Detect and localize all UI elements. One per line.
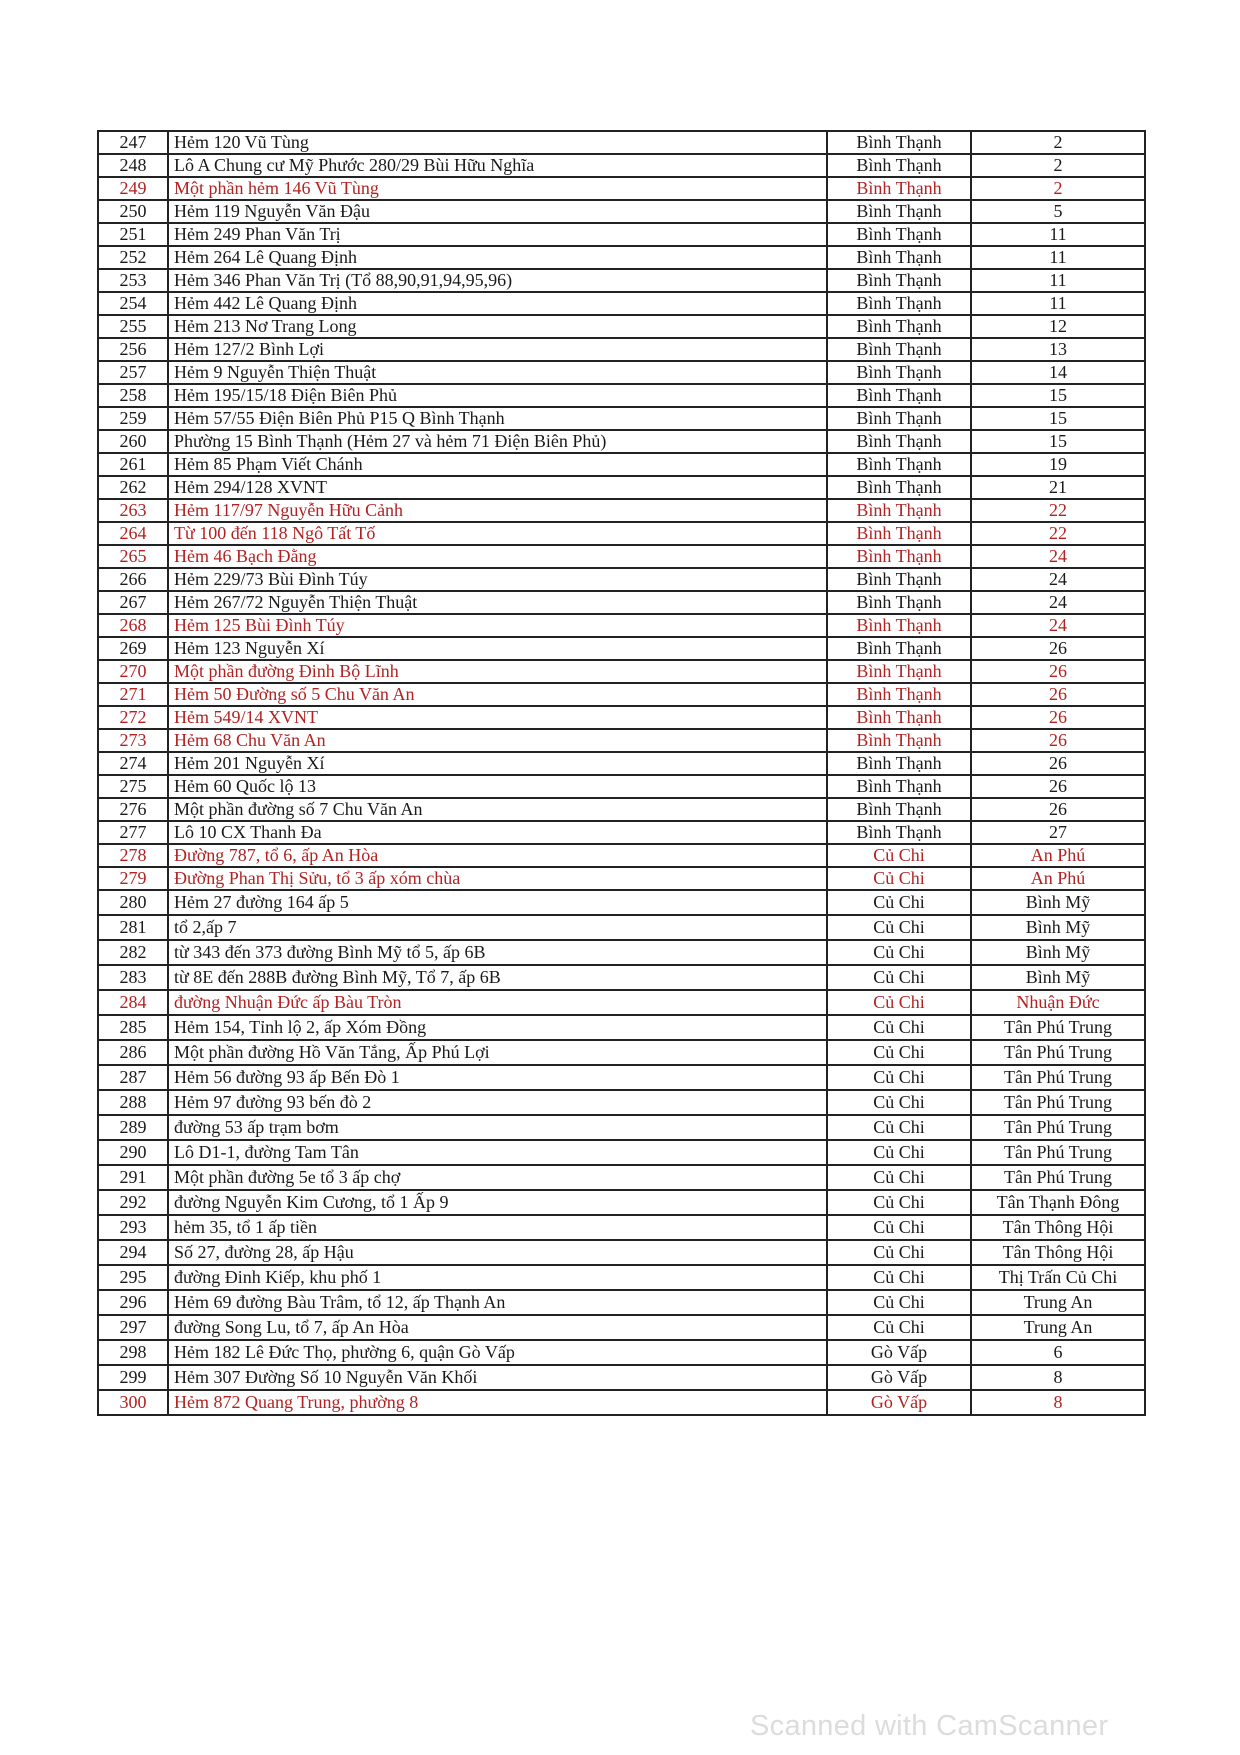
table-row [98,614,1145,637]
row-number-cell: 300 [98,1390,168,1415]
table-row [98,1090,1145,1115]
district-cell: Củ Chi [827,1040,971,1065]
table-row [98,729,1145,752]
address-cell: Hẻm 9 Nguyễn Thiện Thuật [168,361,827,384]
row-number-cell: 287 [98,1065,168,1090]
address-cell: Hẻm 69 đường Bàu Trâm, tổ 12, ấp Thạnh An [168,1290,827,1315]
table-row [98,338,1145,361]
district-cell: Củ Chi [827,844,971,867]
district-cell: Bình Thạnh [827,660,971,683]
ward-cell: Tân Phú Trung [971,1165,1145,1190]
row-number-cell: 250 [98,200,168,223]
ward-cell: Trung An [971,1315,1145,1340]
ward-cell: 26 [971,752,1145,775]
district-cell: Củ Chi [827,990,971,1015]
row-number-cell: 254 [98,292,168,315]
district-cell: Củ Chi [827,1315,971,1340]
address-cell: Hẻm 46 Bạch Đằng [168,545,827,568]
ward-cell: Tân Phú Trung [971,1065,1145,1090]
district-cell: Củ Chi [827,1115,971,1140]
table-row [98,1290,1145,1315]
address-cell: Từ 100 đến 118 Ngô Tất Tố [168,522,827,545]
district-cell: Bình Thạnh [827,453,971,476]
row-number-cell: 265 [98,545,168,568]
table-row [98,545,1145,568]
row-number-cell: 295 [98,1265,168,1290]
district-cell: Bình Thạnh [827,177,971,200]
row-number-cell: 255 [98,315,168,338]
row-number-cell: 252 [98,246,168,269]
table-row [98,915,1145,940]
ward-cell: 15 [971,430,1145,453]
district-cell: Bình Thạnh [827,752,971,775]
address-cell: Hẻm 27 đường 164 ấp 5 [168,890,827,915]
ward-cell: 11 [971,246,1145,269]
district-cell: Bình Thạnh [827,637,971,660]
row-number-cell: 257 [98,361,168,384]
ward-cell: Bình Mỹ [971,915,1145,940]
address-cell: Một phần hẻm 146 Vũ Tùng [168,177,827,200]
row-number-cell: 256 [98,338,168,361]
address-cell: Hẻm 442 Lê Quang Định [168,292,827,315]
district-cell: Củ Chi [827,1015,971,1040]
table-row [98,453,1145,476]
row-number-cell: 281 [98,915,168,940]
address-cell: Đường Phan Thị Sửu, tổ 3 ấp xóm chùa [168,867,827,890]
table-row [98,154,1145,177]
row-number-cell: 272 [98,706,168,729]
district-cell: Bình Thạnh [827,614,971,637]
table-row [98,407,1145,430]
address-cell: Số 27, đường 28, ấp Hậu [168,1240,827,1265]
district-cell: Củ Chi [827,1265,971,1290]
ward-cell: 26 [971,683,1145,706]
district-cell: Bình Thạnh [827,522,971,545]
district-cell: Bình Thạnh [827,430,971,453]
ward-cell: Tân Phú Trung [971,1140,1145,1165]
address-cell: Hẻm 294/128 XVNT [168,476,827,499]
address-cell: Hẻm 229/73 Bùi Đình Túy [168,568,827,591]
address-cell: từ 343 đến 373 đường Bình Mỹ tổ 5, ấp 6B [168,940,827,965]
address-cell: Đường 787, tổ 6, ấp An Hòa [168,844,827,867]
row-number-cell: 263 [98,499,168,522]
row-number-cell: 271 [98,683,168,706]
ward-cell: Tân Thông Hội [971,1215,1145,1240]
table-row [98,1040,1145,1065]
district-cell: Củ Chi [827,1240,971,1265]
table-row [98,131,1145,154]
address-cell: Hẻm 120 Vũ Tùng [168,131,827,154]
district-cell: Bình Thạnh [827,292,971,315]
address-cell: Hẻm 119 Nguyễn Văn Đậu [168,200,827,223]
row-number-cell: 277 [98,821,168,844]
table-row [98,499,1145,522]
address-cell: đường 53 ấp trạm bơm [168,1115,827,1140]
address-cell: Hẻm 201 Nguyễn Xí [168,752,827,775]
district-cell: Gò Vấp [827,1365,971,1390]
row-number-cell: 299 [98,1365,168,1390]
table-row [98,965,1145,990]
ward-cell: 26 [971,798,1145,821]
row-number-cell: 296 [98,1290,168,1315]
row-number-cell: 248 [98,154,168,177]
address-cell: Hẻm 249 Phan Văn Trị [168,223,827,246]
ward-cell: 2 [971,177,1145,200]
address-cell: Một phần đường 5e tổ 3 ấp chợ [168,1165,827,1190]
ward-cell: Tân Phú Trung [971,1090,1145,1115]
row-number-cell: 293 [98,1215,168,1240]
row-number-cell: 282 [98,940,168,965]
district-cell: Bình Thạnh [827,683,971,706]
address-cell: Lô 10 CX Thanh Đa [168,821,827,844]
table-row [98,522,1145,545]
address-cell: Hẻm 154, Tỉnh lộ 2, ấp Xóm Đồng [168,1015,827,1040]
row-number-cell: 290 [98,1140,168,1165]
address-table [97,130,1146,1416]
ward-cell: 2 [971,154,1145,177]
table-row [98,867,1145,890]
address-cell: Hẻm 307 Đường Số 10 Nguyễn Văn Khối [168,1365,827,1390]
district-cell: Bình Thạnh [827,545,971,568]
district-cell: Củ Chi [827,890,971,915]
table-row [98,568,1145,591]
address-cell: Hẻm 346 Phan Văn Trị (Tổ 88,90,91,94,95,96) [168,269,827,292]
ward-cell: 2 [971,131,1145,154]
row-number-cell: 275 [98,775,168,798]
ward-cell: 15 [971,384,1145,407]
address-cell: Hẻm 872 Quang Trung, phường 8 [168,1390,827,1415]
address-cell: Một phần đường Đinh Bộ Lĩnh [168,660,827,683]
address-cell: Phường 15 Bình Thạnh (Hẻm 27 và hẻm 71 Điện Biên Phủ) [168,430,827,453]
row-number-cell: 294 [98,1240,168,1265]
table-row [98,1215,1145,1240]
district-cell: Bình Thạnh [827,131,971,154]
table-row [98,890,1145,915]
district-cell: Bình Thạnh [827,591,971,614]
address-cell: Hẻm 267/72 Nguyễn Thiện Thuật [168,591,827,614]
row-number-cell: 276 [98,798,168,821]
ward-cell: Tân Thông Hội [971,1240,1145,1265]
row-number-cell: 261 [98,453,168,476]
row-number-cell: 247 [98,131,168,154]
address-cell: từ 8E đến 288B đường Bình Mỹ, Tổ 7, ấp 6B [168,965,827,990]
row-number-cell: 286 [98,1040,168,1065]
district-cell: Củ Chi [827,1165,971,1190]
ward-cell: 15 [971,407,1145,430]
ward-cell: 11 [971,269,1145,292]
row-number-cell: 266 [98,568,168,591]
address-cell: Hẻm 117/97 Nguyễn Hữu Cảnh [168,499,827,522]
address-cell: Hẻm 50 Đường số 5 Chu Văn An [168,683,827,706]
address-cell: Hẻm 56 đường 93 ấp Bến Đò 1 [168,1065,827,1090]
address-cell: Hẻm 60 Quốc lộ 13 [168,775,827,798]
table-row [98,821,1145,844]
table-row [98,683,1145,706]
district-cell: Bình Thạnh [827,246,971,269]
camscanner-watermark: Scanned with CamScanner [750,1710,1109,1742]
ward-cell: 11 [971,292,1145,315]
address-cell: đường Đinh Kiếp, khu phố 1 [168,1265,827,1290]
address-cell: đường Nguyễn Kim Cương, tổ 1 Ấp 9 [168,1190,827,1215]
row-number-cell: 249 [98,177,168,200]
district-cell: Bình Thạnh [827,200,971,223]
row-number-cell: 283 [98,965,168,990]
table-row [98,1390,1145,1415]
table-row [98,706,1145,729]
district-cell: Củ Chi [827,867,971,890]
table-row [98,200,1145,223]
address-cell: Lô D1-1, đường Tam Tân [168,1140,827,1165]
ward-cell: 24 [971,591,1145,614]
ward-cell: Nhuận Đức [971,990,1145,1015]
ward-cell: Tân Thạnh Đông [971,1190,1145,1215]
district-cell: Củ Chi [827,1090,971,1115]
ward-cell: 21 [971,476,1145,499]
district-cell: Bình Thạnh [827,154,971,177]
address-cell: đường Song Lu, tổ 7, ấp An Hòa [168,1315,827,1340]
table-row [98,798,1145,821]
district-cell: Củ Chi [827,1065,971,1090]
ward-cell: 8 [971,1390,1145,1415]
address-cell: Hẻm 97 đường 93 bến đò 2 [168,1090,827,1115]
row-number-cell: 267 [98,591,168,614]
district-cell: Bình Thạnh [827,499,971,522]
row-number-cell: 279 [98,867,168,890]
row-number-cell: 289 [98,1115,168,1140]
district-cell: Củ Chi [827,915,971,940]
district-cell: Bình Thạnh [827,821,971,844]
address-cell: Hẻm 182 Lê Đức Thọ, phường 6, quận Gò Vấp [168,1340,827,1365]
ward-cell: 8 [971,1365,1145,1390]
row-number-cell: 259 [98,407,168,430]
row-number-cell: 284 [98,990,168,1015]
ward-cell: 24 [971,545,1145,568]
table-row [98,430,1145,453]
row-number-cell: 288 [98,1090,168,1115]
address-cell: Hẻm 125 Bùi Đình Túy [168,614,827,637]
address-cell: Hẻm 68 Chu Văn An [168,729,827,752]
row-number-cell: 292 [98,1190,168,1215]
ward-cell: Bình Mỹ [971,940,1145,965]
ward-cell: 22 [971,499,1145,522]
ward-cell: 26 [971,660,1145,683]
row-number-cell: 280 [98,890,168,915]
ward-cell: Trung An [971,1290,1145,1315]
row-number-cell: 274 [98,752,168,775]
table-row [98,292,1145,315]
district-cell: Củ Chi [827,1140,971,1165]
table-row [98,246,1145,269]
address-cell: Hẻm 127/2 Bình Lợi [168,338,827,361]
row-number-cell: 268 [98,614,168,637]
ward-cell: 19 [971,453,1145,476]
district-cell: Bình Thạnh [827,315,971,338]
district-cell: Bình Thạnh [827,568,971,591]
table-row [98,1065,1145,1090]
table-row [98,384,1145,407]
ward-cell: 26 [971,706,1145,729]
district-cell: Bình Thạnh [827,269,971,292]
table-row [98,476,1145,499]
ward-cell: An Phú [971,867,1145,890]
table-row [98,1165,1145,1190]
district-cell: Củ Chi [827,1215,971,1240]
ward-cell: 26 [971,775,1145,798]
ward-cell: 24 [971,568,1145,591]
district-cell: Bình Thạnh [827,706,971,729]
table-row [98,1190,1145,1215]
table-row [98,775,1145,798]
table-row [98,940,1145,965]
row-number-cell: 270 [98,660,168,683]
row-number-cell: 273 [98,729,168,752]
district-cell: Bình Thạnh [827,407,971,430]
district-cell: Gò Vấp [827,1390,971,1415]
district-cell: Củ Chi [827,1290,971,1315]
district-cell: Củ Chi [827,965,971,990]
row-number-cell: 262 [98,476,168,499]
district-cell: Bình Thạnh [827,338,971,361]
row-number-cell: 253 [98,269,168,292]
address-cell: Hẻm 264 Lê Quang Định [168,246,827,269]
row-number-cell: 269 [98,637,168,660]
table-row [98,1115,1145,1140]
table-row [98,1015,1145,1040]
table-row [98,752,1145,775]
district-cell: Bình Thạnh [827,361,971,384]
row-number-cell: 258 [98,384,168,407]
ward-cell: 27 [971,821,1145,844]
table-row [98,177,1145,200]
ward-cell: 26 [971,637,1145,660]
ward-cell: 22 [971,522,1145,545]
table-row [98,361,1145,384]
row-number-cell: 285 [98,1015,168,1040]
table-row [98,844,1145,867]
district-cell: Bình Thạnh [827,476,971,499]
ward-cell: Bình Mỹ [971,965,1145,990]
address-cell: Hẻm 57/55 Điện Biên Phủ P15 Q Bình Thạnh [168,407,827,430]
ward-cell: 24 [971,614,1145,637]
ward-cell: 6 [971,1340,1145,1365]
row-number-cell: 278 [98,844,168,867]
table-row [98,1140,1145,1165]
table-row [98,990,1145,1015]
ward-cell: Tân Phú Trung [971,1040,1145,1065]
row-number-cell: 297 [98,1315,168,1340]
table-row [98,223,1145,246]
district-cell: Bình Thạnh [827,798,971,821]
address-cell: Một phần đường số 7 Chu Văn An [168,798,827,821]
table-row [98,637,1145,660]
district-cell: Bình Thạnh [827,223,971,246]
table-row [98,591,1145,614]
address-cell: Hẻm 549/14 XVNT [168,706,827,729]
address-cell: tổ 2,ấp 7 [168,915,827,940]
address-cell: Một phần đường Hồ Văn Tắng, Ấp Phú Lợi [168,1040,827,1065]
ward-cell: Tân Phú Trung [971,1115,1145,1140]
ward-cell: 14 [971,361,1145,384]
district-cell: Bình Thạnh [827,775,971,798]
ward-cell: 13 [971,338,1145,361]
table-row [98,660,1145,683]
district-cell: Củ Chi [827,940,971,965]
address-cell: Lô A Chung cư Mỹ Phước 280/29 Bùi Hữu Nghĩa [168,154,827,177]
address-cell: Hẻm 123 Nguyễn Xí [168,637,827,660]
ward-cell: 26 [971,729,1145,752]
ward-cell: Thị Trấn Củ Chi [971,1265,1145,1290]
district-cell: Củ Chi [827,1190,971,1215]
address-cell: đường Nhuận Đức ấp Bàu Tròn [168,990,827,1015]
row-number-cell: 298 [98,1340,168,1365]
address-cell: Hẻm 85 Phạm Viết Chánh [168,453,827,476]
ward-cell: 5 [971,200,1145,223]
district-cell: Bình Thạnh [827,729,971,752]
address-table-body [98,131,1145,1415]
address-cell: hẻm 35, tổ 1 ấp tiền [168,1215,827,1240]
district-cell: Gò Vấp [827,1340,971,1365]
address-cell: Hẻm 213 Nơ Trang Long [168,315,827,338]
district-cell: Bình Thạnh [827,384,971,407]
ward-cell: 12 [971,315,1145,338]
table-row [98,1240,1145,1265]
row-number-cell: 291 [98,1165,168,1190]
table-row [98,1340,1145,1365]
ward-cell: An Phú [971,844,1145,867]
table-row [98,1315,1145,1340]
row-number-cell: 264 [98,522,168,545]
address-cell: Hẻm 195/15/18 Điện Biên Phủ [168,384,827,407]
table-row [98,1365,1145,1390]
ward-cell: Bình Mỹ [971,890,1145,915]
table-row [98,1265,1145,1290]
row-number-cell: 260 [98,430,168,453]
table-row [98,315,1145,338]
table-row [98,269,1145,292]
ward-cell: Tân Phú Trung [971,1015,1145,1040]
ward-cell: 11 [971,223,1145,246]
row-number-cell: 251 [98,223,168,246]
